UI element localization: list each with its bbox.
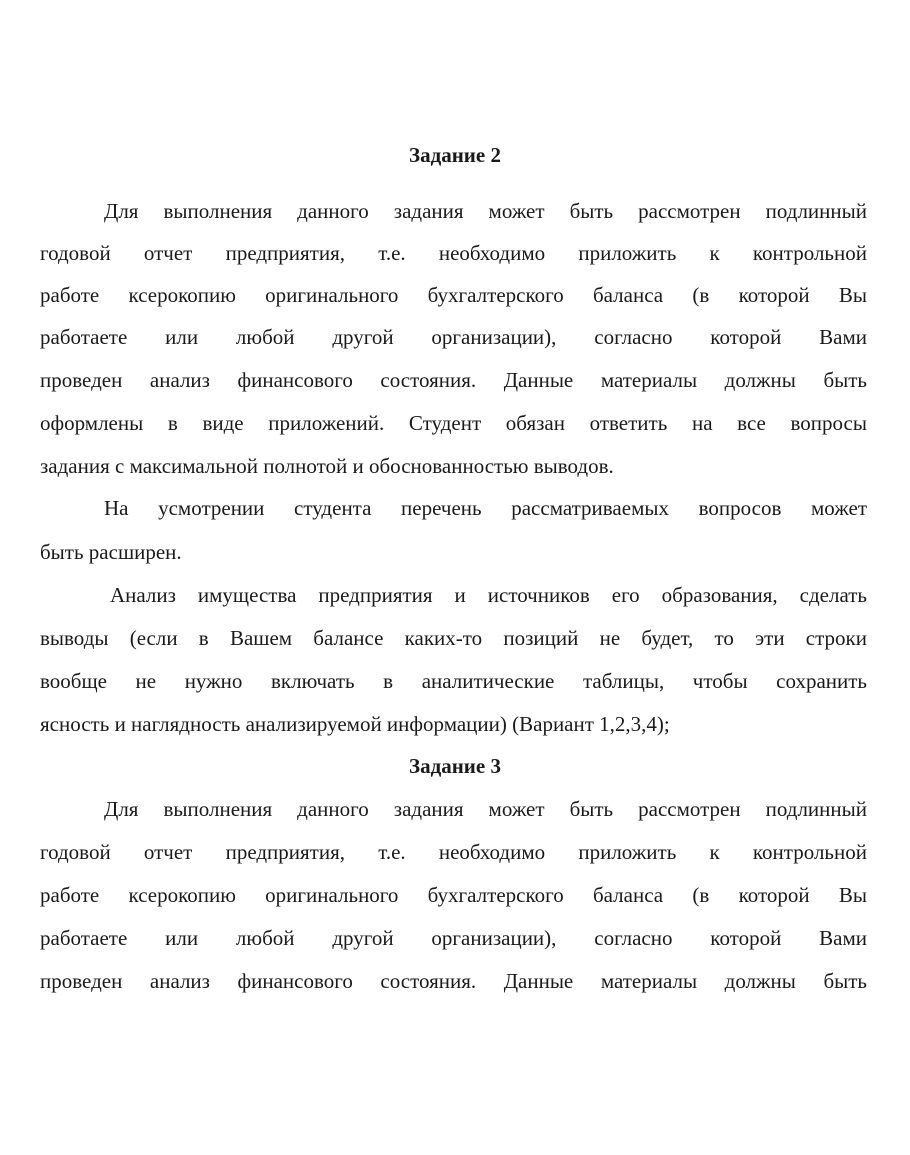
task-2-line-9: быть расширен. [40, 540, 182, 564]
task-2-line-10: Анализ имущества предприятия и источников его образования, сделать [110, 583, 867, 607]
task-3-line-3: работе ксерокопию оригинального бухгалтерского баланса (в которой Вы [40, 883, 867, 907]
task-2-line-1: Для выполнения данного задания может быть рассмотрен подлинный [104, 199, 867, 223]
task-2-line-12: вообще не нужно включать в аналитические таблицы, чтобы сохранить [40, 669, 867, 693]
task-2-line-13: ясность и наглядность анализируемой информации) (Вариант 1,2,3,4); [40, 712, 670, 736]
task-3-line-4: работаете или любой другой организации), согласно которой Вами [40, 926, 867, 950]
task-2-line-7: задания с максимальной полнотой и обоснованностью выводов. [40, 454, 614, 478]
task-2-line-5: проведен анализ финансового состояния. Данные материалы должны быть [40, 368, 867, 392]
task-2-line-8: На усмотрении студента перечень рассматриваемых вопросов может [104, 496, 867, 520]
task-2-line-4: работаете или любой другой организации), согласно которой Вами [40, 325, 867, 349]
task-2-line-2: годовой отчет предприятия, т.е. необходимо приложить к контрольной [40, 241, 867, 265]
task-2-heading: Задание 2 [409, 143, 501, 167]
task-3-heading: Задание 3 [409, 754, 501, 778]
task-3-line-2: годовой отчет предприятия, т.е. необходимо приложить к контрольной [40, 840, 867, 864]
task-3-line-1: Для выполнения данного задания может быть рассмотрен подлинный [104, 797, 867, 821]
task-2-line-6: оформлены в виде приложений. Студент обязан ответить на все вопросы [40, 411, 867, 435]
task-3-line-5: проведен анализ финансового состояния. Данные материалы должны быть [40, 969, 867, 993]
task-2-line-11: выводы (если в Вашем балансе каких-то позиций не будет, то эти строки [40, 626, 867, 650]
task-2-line-3: работе ксерокопию оригинального бухгалтерского баланса (в которой Вы [40, 283, 867, 307]
